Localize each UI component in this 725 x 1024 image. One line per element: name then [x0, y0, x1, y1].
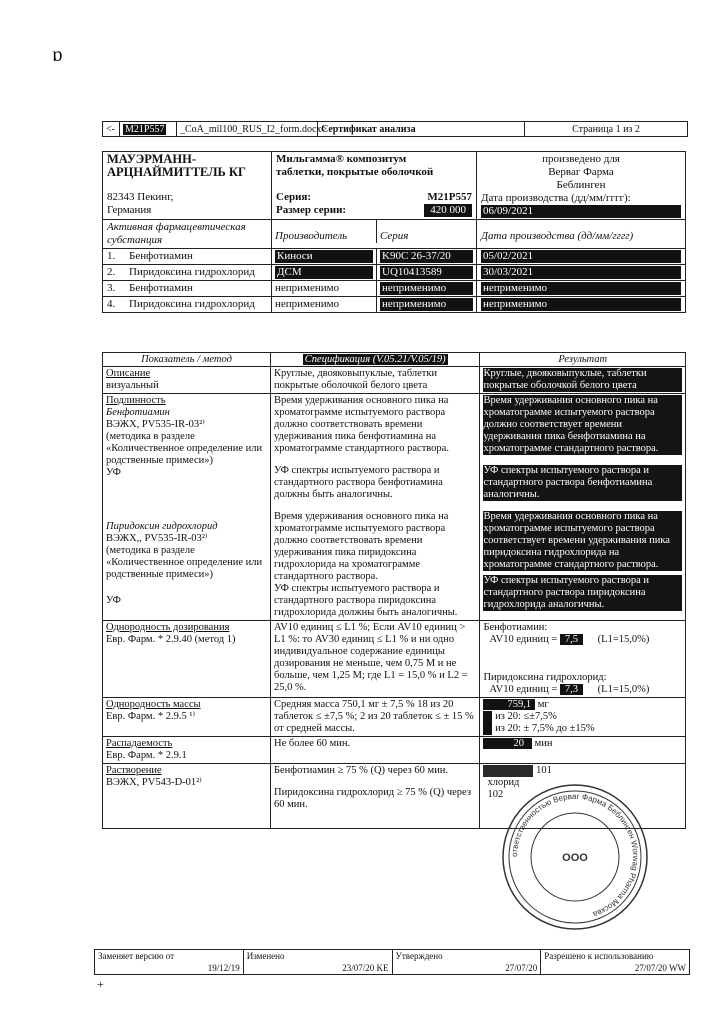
footer-released: Разрешено к использованию 27/07/20 WW: [544, 951, 686, 973]
dose-pyr-line: AV10 единиц =: [489, 684, 558, 695]
production-date-value: 06/09/2021: [481, 205, 681, 218]
substance-row-2: 2. Пиридоксина гидрохлорид: [103, 265, 272, 281]
identity-benf-uv: УФ: [106, 467, 121, 478]
disintegration-result-value: 20: [483, 738, 532, 749]
footer-changed: Изменено 23/07/20 KE: [244, 950, 393, 974]
client-name: Верваг Фарма: [548, 166, 614, 178]
description-result: Круглые, двояковыпуклые, таблетки покрытые оболочкой белого цвета: [483, 368, 682, 392]
mass-uniformity-spec: Средняя масса 750,1 мг ± 7,5 % 18 из 20 таблеток ≤ ±7,5 %; 2 из 20 таблеток ≤ ± 15 % от средней массы.: [270, 698, 479, 737]
header-arrow: <-: [103, 122, 120, 136]
substance-1-date: 05/02/2021: [481, 250, 681, 263]
identity-pyr-hplc-result: Время удерживания основного пика на хроматограмме испытуемого раствора соответствует времени удерживания пика пиридоксина гидрохлорида на хроматограмме стандартного раствора.: [483, 511, 682, 571]
substance-4-date: неприменимо: [481, 298, 681, 311]
dose-benf-limit: (L1=15,0%): [597, 634, 650, 645]
mass-uniformity-cell: [103, 698, 271, 737]
substance-2-date: 30/03/2021: [481, 266, 681, 279]
spec-header-result: Результат: [480, 353, 686, 367]
company-address-2: Германия: [107, 204, 152, 216]
substance-2-series: UQ10413589: [380, 266, 473, 279]
identity-pyridoxine: Пиридоксин гидрохлорид: [106, 521, 218, 532]
description-method: визуальный: [106, 380, 159, 391]
dose-uniformity-title: Однородность дозирования: [106, 622, 230, 633]
header-doc-code: M21P557: [120, 122, 177, 136]
substance-header: Активная фармацевтическая субстанция: [103, 220, 272, 249]
identity-benf-uv-result: УФ спектры испытуемого раствора и стандартного раствора бенфотиамина аналогичны.: [483, 465, 682, 501]
disintegration-title: Распадаемость: [106, 738, 173, 749]
identity-benf-uv-spec: УФ спектры испытуемого раствора и стандартного раствора бенфотиамина должны быть аналогичны.: [273, 465, 443, 500]
company-cell: [103, 152, 272, 220]
substance-row-4: 4. Пиридоксина гидрохлорид: [103, 297, 272, 313]
mass-result-line3: из 20: ± 7,5% до ±15%: [495, 723, 595, 734]
description-cell: [103, 367, 271, 394]
batch-info-table: [102, 151, 686, 313]
identity-pyr-uv: УФ: [106, 595, 121, 606]
stamp-ring-text: ответственностью Верваг Фарма Беблинген Worwag Pharma Москва: [509, 791, 641, 919]
company-name-2: АРЦНАЙМИТТЕЛЬ КГ: [107, 165, 246, 179]
substance-row-3: 3. Бенфотиамин: [103, 281, 272, 297]
description-spec: Круглые, двояковыпуклые, таблетки покрытые оболочкой белого цвета: [270, 367, 479, 394]
batch-size-value: 420 000: [424, 204, 472, 217]
identity-pyr-method-note: (методика в разделе «Количественное определение или родственные примеси»): [106, 545, 263, 580]
substance-1-producer: Киноси: [275, 250, 373, 263]
dose-benf-label: Бенфотиамин:: [483, 622, 548, 633]
spec-header-indicator: Показатель / метод: [103, 353, 271, 367]
dissolution-title: Растворение: [106, 765, 162, 776]
footer-approved: Утверждено 27/07/20: [393, 950, 542, 974]
product-name-2: таблетки, покрытые оболочкой: [276, 166, 434, 178]
dose-pyr-value: 7,3: [560, 684, 583, 695]
specification-table: [102, 352, 686, 829]
dissolution-spec-2: Пиридоксина гидрохлорид ≥ 75 % (Q) через 60 мин.: [273, 787, 471, 810]
identity-benf-hplc-result: Время удерживания основного пика на хроматограмме испытуемого раствора должно соответствует времени удерживания пика бенфотиамина на хроматограмме стандартного раствора.: [483, 395, 682, 455]
batch-size-label: Размер серии:: [276, 204, 347, 216]
disintegration-cell: [103, 737, 271, 764]
dose-pyr-label: Пиридоксина гидрохлорид:: [483, 672, 607, 683]
dissolution-method: ВЭЖХ, PV543-D-01²⁾: [106, 777, 202, 788]
bottom-mark: +: [97, 977, 104, 991]
description-title: Описание: [106, 368, 151, 379]
disintegration-spec: Не более 60 мин.: [270, 737, 479, 764]
dissolution-result-2: хлорид: [487, 777, 520, 788]
mass-result-unit: мг: [537, 699, 549, 710]
substance-2-producer: ДСМ: [275, 266, 373, 279]
identity-pyr-hplc-spec: Время удерживания основного пика на хроматограмме испытуемого раствора должно соответствовать времени удерживания пика пиридоксина гидрохлорида на хроматограмме стандартного раствора.: [273, 511, 449, 582]
header-doc-file: _CoA_mil100_RUS_I2_form.docx>: [177, 122, 318, 136]
mass-result-line2: из 20: ≤±7,5%: [495, 711, 557, 722]
company-stamp: [500, 782, 650, 932]
producer-series-header: [272, 220, 477, 249]
mass-result-value: 759,1: [483, 699, 535, 710]
identity-cell: [103, 394, 271, 621]
company-name-1: МАУЭРМАНН-: [107, 152, 197, 166]
substance-4-producer: неприменимо: [272, 297, 377, 312]
series-header: Серия: [380, 230, 409, 242]
stamp-center-text: ООО: [562, 852, 588, 864]
identity-benfotiamine: Бенфотиамин: [106, 407, 170, 418]
client-city: Беблинген: [556, 179, 606, 191]
dissolution-spec-1: Бенфотиамин ≥ 75 % (Q) через 60 мин.: [273, 765, 449, 776]
spec-header-specification: Спецификация (V.05.21/V.05/19): [270, 353, 479, 367]
manufacturer-cell: [477, 152, 686, 220]
made-for: произведено для: [542, 153, 620, 165]
document-header-strip: [102, 121, 688, 137]
substance-3-producer: неприменимо: [272, 281, 377, 296]
mass-uniformity-title: Однородность массы: [106, 699, 201, 710]
production-date-label: Дата производства (дд/мм/гггг):: [481, 192, 631, 204]
substance-3-date: неприменимо: [481, 282, 681, 295]
header-title: Сертификат анализа: [318, 122, 525, 136]
substance-3-series: неприменимо: [380, 282, 473, 295]
dose-pyr-limit: (L1=15,0%): [597, 684, 650, 695]
document-footer: [94, 949, 690, 975]
disintegration-result-unit: мин: [534, 738, 553, 749]
dose-benf-value: 7,5: [560, 634, 583, 645]
disintegration-method: Евр. Фарм. * 2.9.1: [106, 750, 187, 761]
series-label: Серия:: [276, 191, 312, 203]
dose-uniformity-spec: AV10 единиц ≤ L1 %; Если AV10 единиц > L1 %: то AV30 единиц ≤ L1 % и ни одно индивидуальное содержание единицы дозирования не меньше, чем 0,75 M и не больше, чем 1,25 M; где L1 = 15,0 % и L2 = 25,0 %.: [270, 621, 479, 698]
identity-pyr-method: ВЭЖХ,, PV535-IR-03²⁾: [106, 533, 208, 544]
margin-handwritten-mark: ɒ: [52, 44, 63, 66]
producer-header: Производитель: [272, 220, 377, 243]
dose-benf-line: AV10 единиц =: [489, 634, 558, 645]
substance-1-series: K90C 26-37/20: [380, 250, 473, 263]
product-name-1: Мильгамма® композитум: [276, 153, 407, 165]
footer-replaces: Заменяет версию от 19/12/19: [95, 950, 244, 974]
mass-uniformity-method: Евр. Фарм. * 2.9.5 ¹⁾: [106, 711, 196, 722]
identity-pyr-uv-result: УФ спектры испытуемого раствора и стандартного раствора пиридоксина гидрохлорида аналогичны.: [483, 575, 682, 611]
identity-benf-method: ВЭЖХ, PV535-IR-03²⁾: [106, 419, 205, 430]
dissolution-result-3: 102: [487, 789, 504, 800]
substance-4-series: неприменимо: [380, 298, 473, 311]
identity-pyr-uv-spec: УФ спектры испытуемого раствора и стандартного раствора пиридоксина гидрохлорида должны быть аналогичны.: [273, 583, 458, 618]
identity-benf-hplc-spec: Время удерживания основного пика на хроматограмме испытуемого раствора должно соответствовать времени удерживания пика бенфотиамина на хроматограмме стандартного раствора.: [273, 395, 449, 454]
company-address-1: 82343 Пекинг,: [107, 191, 174, 203]
header-page: Страница 1 из 2: [572, 123, 640, 135]
identity-benf-method-note: (методика в разделе «Количественное определение или родственные примеси»): [106, 431, 263, 466]
dose-uniformity-cell: [103, 621, 271, 698]
date-header: Дата производства (дд/мм/гггг): [477, 220, 686, 249]
product-cell: [272, 152, 477, 220]
identity-title: Подлинность: [106, 395, 166, 406]
dissolution-cell: [103, 764, 271, 829]
dissolution-result-1: 101: [536, 765, 552, 776]
dose-uniformity-method: Евр. Фарм. * 2.9.40 (метод 1): [106, 634, 236, 645]
substance-row-1: 1. Бенфотиамин: [103, 249, 272, 265]
series-value: M21P557: [427, 191, 472, 203]
